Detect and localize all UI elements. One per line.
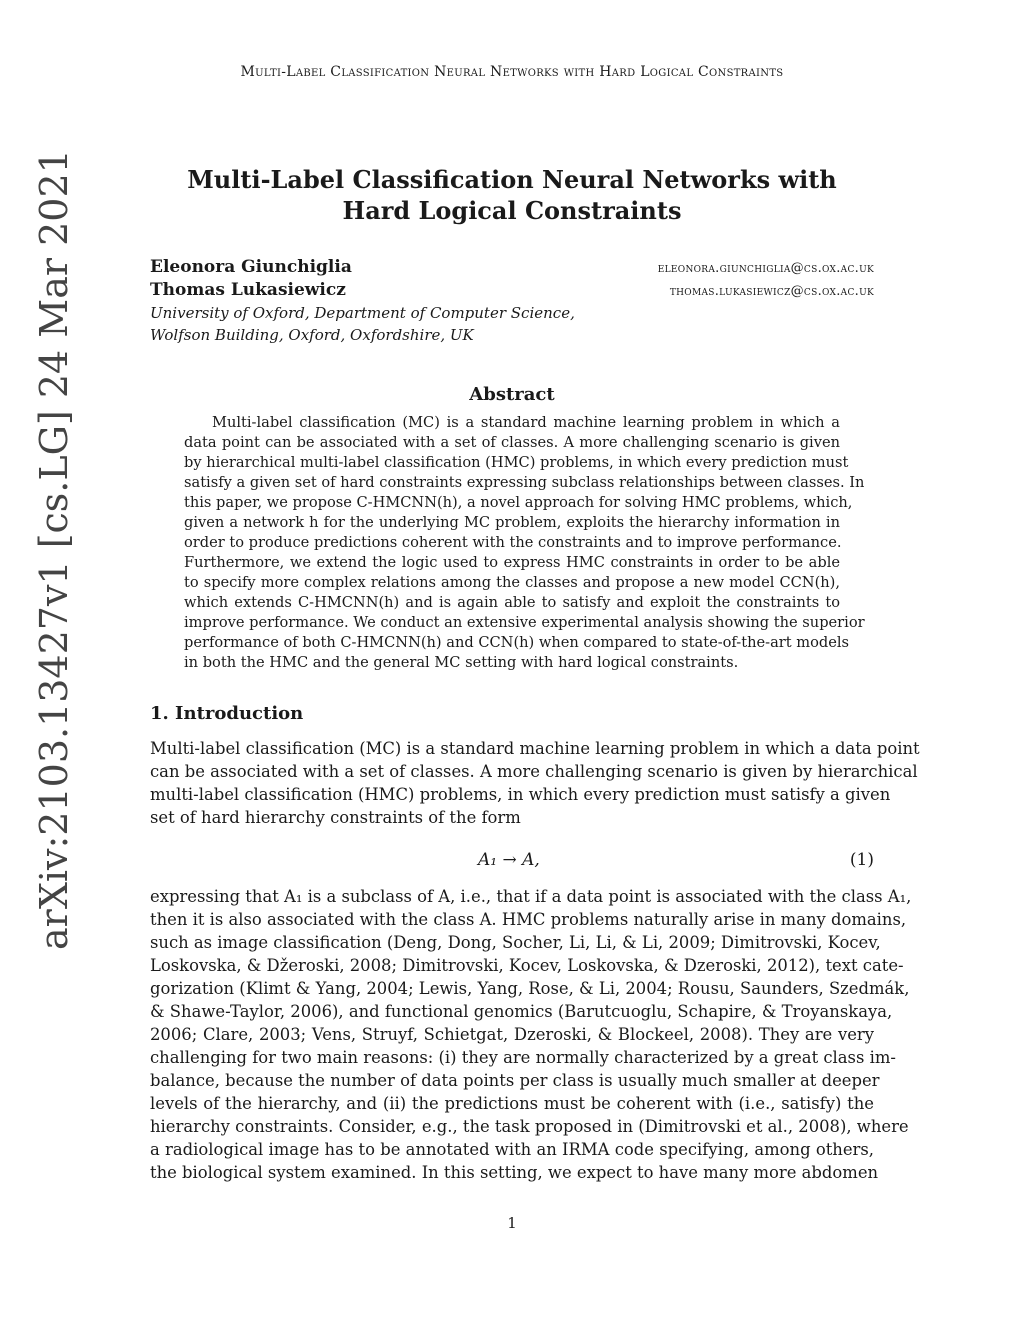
abstract-line: given a network h for the underlying MC problem, exploits the hierarchy information in (184, 514, 840, 531)
abstract-line: by hierarchical multi-label classification (HMC) problems, in which every prediction must (184, 454, 849, 471)
body-line: set of hard hierarchy constraints of the form (150, 808, 521, 827)
body-line: expressing that A₁ is a subclass of A, i.e., that if a data point is associated with the class A₁, (150, 887, 912, 906)
abstract-line: order to produce predictions coherent with the constraints and to improve performance. (184, 534, 842, 551)
abstract-line: satisfy a given set of hard constraints expressing subclass relationships between classes. In (184, 474, 865, 491)
title-line: Hard Logical Constraints (342, 196, 682, 225)
body-line: hierarchy constraints. Consider, e.g., the task proposed in (Dimitrovski et al., 2008), where (150, 1117, 909, 1136)
body-line: then it is also associated with the class A. HMC problems naturally arise in many domains, (150, 910, 907, 929)
body-line: gorization (Klimt & Yang, 2004; Lewis, Yang, Rose, & Li, 2004; Rousu, Saunders, Szedmák, (150, 979, 910, 998)
body-line: such as image classification (Deng, Dong, Socher, Li, Li, & Li, 2009; Dimitrovski, Kocev, (150, 933, 881, 952)
body-line: multi-label classification (HMC) problems, in which every prediction must satisfy a given (150, 785, 891, 804)
body-line: Multi-label classification (MC) is a standard machine learning problem in which a data point (150, 739, 920, 758)
section-heading: 1. Introduction (150, 703, 304, 724)
page-number: 1 (507, 1214, 517, 1232)
equation: A₁ → A, (478, 850, 540, 870)
paper-title (150, 164, 874, 226)
affiliation-line: Wolfson Building, Oxford, Oxfordshire, UK (150, 326, 474, 344)
body-line: a radiological image has to be annotated with an IRMA code specifying, among others, (150, 1140, 874, 1159)
body-line: levels of the hierarchy, and (ii) the predictions must be coherent with (i.e., satisfy) the (150, 1094, 874, 1113)
abstract-line: to specify more complex relations among the classes and propose a new model CCN(h), (184, 574, 840, 591)
body-line: Loskovska, & Džeroski, 2008; Dimitrovski, Kocev, Loskovska, & Dzeroski, 2012), text cate- (150, 956, 904, 975)
running-head: Multi-Label Classification Neural Networks with Hard Logical Constraints (240, 64, 784, 80)
abstract-line: data point can be associated with a set of classes. A more challenging scenario is given (184, 434, 840, 451)
affiliation-line: University of Oxford, Department of Computer Science, (150, 304, 575, 322)
abstract-line: improve performance. We conduct an extensive experimental analysis showing the superior (184, 614, 865, 631)
body-line: the biological system examined. In this setting, we expect to have many more abdomen (150, 1163, 879, 1182)
body-line: & Shawe-Taylor, 2006), and functional genomics (Barutcuoglu, Schapire, & Troyanskaya, (150, 1002, 893, 1021)
title-line: Multi-Label Classification Neural Networks with (187, 165, 837, 194)
abstract-line: performance of both C-HMCNN(h) and CCN(h) when compared to state-of-the-art models (184, 634, 850, 651)
equation-number: (1) (849, 850, 874, 870)
abstract-line: Furthermore, we extend the logic used to express HMC constraints in order to be able (184, 554, 840, 571)
body-line: challenging for two main reasons: (i) they are normally characterized by a great class im- (150, 1048, 896, 1067)
author-email[interactable]: eleonora.giunchiglia@cs.ox.ac.uk (657, 261, 874, 276)
arxiv-stamp: arXiv:2103.13427v1 [cs.LG] 24 Mar 2021 (32, 149, 76, 950)
body-line: can be associated with a set of classes. A more challenging scenario is given by hierarchical (150, 762, 918, 781)
author-name: Eleonora Giunchiglia (150, 257, 352, 277)
abstract-line: Multi-label classification (MC) is a standard machine learning problem in which a (212, 414, 840, 431)
body-line: balance, because the number of data points per class is usually much smaller at deeper (150, 1071, 880, 1090)
author-email[interactable]: thomas.lukasiewicz@cs.ox.ac.uk (669, 284, 874, 299)
abstract-line: which extends C-HMCNN(h) and is again able to satisfy and exploit the constraints to (184, 594, 840, 611)
author-name: Thomas Lukasiewicz (150, 280, 346, 300)
abstract-line: this paper, we propose C-HMCNN(h), a novel approach for solving HMC problems, which, (184, 494, 853, 511)
abstract-heading: Abstract (469, 384, 555, 405)
abstract-line: in both the HMC and the general MC setting with hard logical constraints. (184, 654, 739, 671)
body-line: 2006; Clare, 2003; Vens, Struyf, Schietgat, Dzeroski, & Blockeel, 2008). They are very (150, 1025, 874, 1044)
